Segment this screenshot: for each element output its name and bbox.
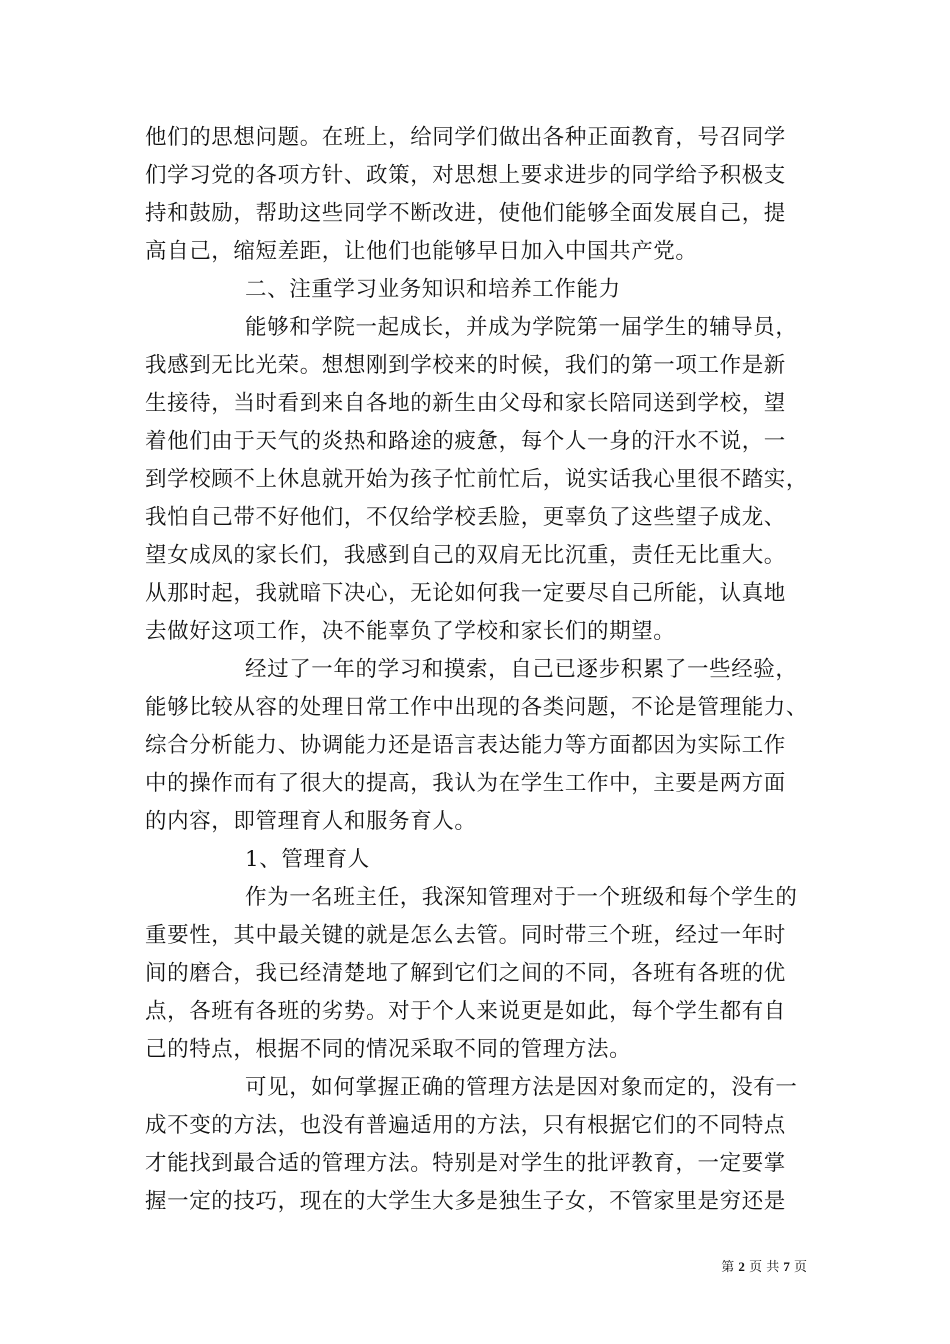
text-line: 握一定的技巧，现在的大学生大多是独生子女，不管家里是穷还是 — [145, 1189, 786, 1214]
text-line: 去做好这项工作，决不能辜负了学校和家长们的期望。 — [145, 619, 676, 644]
text-line: 作为一名班主任，我深知管理对于一个班级和每个学生的 — [245, 885, 798, 910]
text-line: 高自己，缩短差距，让他们也能够早日加入中国共产党。 — [145, 239, 698, 264]
text-line: 成不变的方法，也没有普遍适用的方法，只有根据它们的不同特点 — [145, 1113, 786, 1138]
text-line: 己的特点，根据不同的情况采取不同的管理方法。 — [145, 1037, 632, 1062]
text-line: 持和鼓励，帮助这些同学不断改进，使他们能够全面发展自己，提 — [145, 201, 786, 226]
text-line: 我感到无比光荣。想想刚到学校来的时候，我们的第一项工作是新 — [145, 353, 786, 378]
footer-prefix: 第 — [721, 1260, 735, 1275]
text-line: 点，各班有各班的劣势。对于个人来说更是如此，每个学生都有自 — [145, 999, 786, 1024]
total-pages-number: 7 — [783, 1259, 790, 1274]
text-line: 到学校顾不上休息就开始为孩子忙前忙后，说实话我心里很不踏实， — [145, 467, 809, 492]
text-line: 综合分析能力、协调能力还是语言表达能力等方面都因为实际工作 — [145, 733, 786, 758]
text-line: 间的磨合，我已经清楚地了解到它们之间的不同，各班有各班的优 — [145, 961, 786, 986]
subsection-heading: 1、管理育人 — [245, 847, 370, 872]
footer-suffix: 页 — [793, 1260, 807, 1275]
text-line: 重要性，其中最关键的就是怎么去管。同时带三个班，经过一年时 — [145, 923, 786, 948]
text-line: 我怕自己带不好他们，不仅给学校丢脸，更辜负了这些望子成龙、 — [145, 505, 786, 530]
text-line: 能够和学院一起成长，并成为学院第一届学生的辅导员， — [245, 315, 798, 340]
footer-middle: 页 共 — [749, 1260, 780, 1275]
text-line: 中的操作而有了很大的提高，我认为在学生工作中，主要是两方面 — [145, 771, 786, 796]
text-line: 才能找到最合适的管理方法。特别是对学生的批评教育，一定要掌 — [145, 1151, 786, 1176]
text-line: 生接待，当时看到来自各地的新生由父母和家长陪同送到学校，望 — [145, 391, 786, 416]
text-line: 经过了一年的学习和摸索，自己已逐步积累了一些经验， — [245, 657, 798, 682]
text-line: 可见，如何掌握正确的管理方法是因对象而定的，没有一 — [245, 1075, 798, 1100]
page-number-footer — [721, 1258, 807, 1277]
text-line: 的内容，即管理育人和服务育人。 — [145, 809, 477, 834]
text-line: 望女成凤的家长们，我感到自己的双肩无比沉重，责任无比重大。 — [145, 543, 786, 568]
current-page-number: 2 — [738, 1259, 745, 1274]
section-heading: 二、注重学习业务知识和培养工作能力 — [245, 277, 621, 302]
text-line: 能够比较从容的处理日常工作中出现的各类问题，不论是管理能力、 — [145, 695, 809, 720]
text-line: 他们的思想问题。在班上，给同学们做出各种正面教育，号召同学 — [145, 125, 786, 150]
text-line: 从那时起，我就暗下决心，无论如何我一定要尽自己所能，认真地 — [145, 581, 786, 606]
text-line: 着他们由于天气的炎热和路途的疲惫，每个人一身的汗水不说，一 — [145, 429, 786, 454]
text-line: 们学习党的各项方针、政策，对思想上要求进步的同学给予积极支 — [145, 163, 786, 188]
